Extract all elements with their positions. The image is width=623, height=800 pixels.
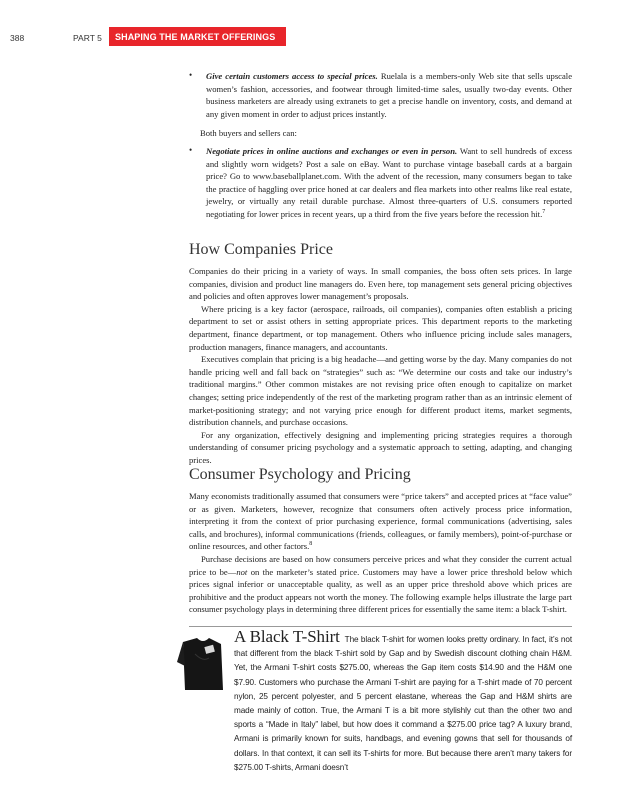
bullet-item [189, 145, 572, 221]
both-buyers-sellers: Both buyers and sellers can: [200, 128, 297, 138]
bullet-text: Ruelala is a members-only Web site that sells upscale women’s fashion, accessories, and footwear through limited-time sales, usually two-day events. Other business marketers are already using extranets to get a precise handle on inventory, costs, and demand at any given moment in order to adjust prices instantly. [206, 71, 573, 119]
section-consumer-psychology [189, 466, 572, 616]
paragraph-text: Many economists traditionally assumed that consumers were “price takers” and accepted prices at “face value” or as given. Marketers, however, recognize that consumers often actively process price information, interpreting it from the context of prior purchasing experience, formal communications (advertising, sales calls, and brochures), informal communications (friends, colleagues, or family members), point-of-purchase or online resources, and other factors. [189, 491, 572, 552]
page-header [0, 0, 623, 46]
bullet-access-special-prices [189, 70, 572, 120]
bullet-dot-icon: • [189, 70, 193, 80]
section-title: SHAPING THE MARKET OFFERINGS [115, 32, 276, 42]
bullet-lead: Give certain customers access to special prices. [206, 71, 378, 81]
paragraph: Executives complain that pricing is a big headache—and getting worse by the day. Many companies do not handle pricing well and fall back on “strategies” such as: “We determine our costs and take our industry’s traditional margins.” Other common mistakes are not revising price often enough to capitalize on market changes; setting price independently of the rest of the marketing program rather than as an intrinsic element of market-positioning strategy; and not varying price enough for different product items, market segments, distribution channels, and purchase occasions. [189, 354, 572, 428]
bullet-negotiate [189, 145, 572, 221]
paragraph-text: on the marketer’s stated price. Customers may have a lower price threshold below which prices signal inferior or unacceptable quality, as well as an upper price threshold above which prices are prohibitive and the product appears not worth the money. The following example helps illustrate the large part consumer psychology plays in determining three different prices for essentially the same item: a black T-shirt. [189, 566, 572, 615]
footnote-ref: 7 [542, 209, 546, 216]
bullet-paragraph [206, 70, 572, 120]
section-how-companies-price [189, 241, 572, 467]
box-title: A Black T-Shirt [234, 627, 340, 646]
section-banner [109, 27, 286, 46]
bullet-text: Want to sell hundreds of excess and slightly worn widgets? Post a sale on eBay. Want to purchase vintage baseball cards at a bargain price? Go to www.baseballplanet.com. With the advent of the recession, many consumers began to take the practice of haggling over price honed at car dealers and flea markets into other realms like real estate, jewelry, or virtually any retail durable purchase. Almost three-quarters of U.S. consumers reported negotiating for lower prices in recent years, up a third from the five years before the recession hit. [206, 146, 572, 219]
section-heading: How Companies Price [189, 241, 333, 258]
bullet-dot-icon: • [189, 145, 193, 155]
paragraph: Companies do their pricing in a variety of ways. In small companies, the boss often sets prices. In large companies, division and product line managers do. Even here, top management sets general pricing objectives and policies and often approves lower management’s proposals. [189, 266, 572, 302]
section-heading: Consumer Psychology and Pricing [189, 466, 411, 483]
page-number: 388 [10, 33, 25, 43]
paragraph: For any organization, effectively designing and implementing pricing strategies requires a thorough understanding of consumer pricing psychology and a systematic approach to setting, adapting, and changing prices. [189, 429, 572, 465]
both-line [200, 127, 572, 140]
part-label: PART 5 [73, 33, 102, 43]
paragraph [189, 553, 572, 616]
footnote-ref: 8 [309, 541, 313, 548]
bullet-lead: Negotiate prices in online auctions and exchanges or even in person. [206, 146, 458, 156]
bullet-paragraph [206, 145, 572, 221]
emphasis: not [236, 566, 248, 577]
paragraph [189, 490, 572, 553]
black-tshirt-box [189, 627, 572, 775]
paragraph: Where pricing is a key factor (aerospace, railroads, oil companies), companies often establish a pricing department to set or assist others in setting appropriate prices. This department reports to the marketing department, finance department, or top management. Others who influence pricing include sales managers, production managers, finance managers, and accountants. [189, 303, 572, 352]
paragraph-text: Purchase decisions are based on how consumers perceive prices and what they consider the current actual price to be— [189, 553, 572, 577]
box-text: The black T-shirt for women looks pretty ordinary. In fact, it’s not that different from the black T-shirt sold by Gap and by Swedish discount clothing chain H&M. Yet, the Armani T-shirt costs $275.00, whereas the Gap item costs $14.90 and the H&M one $7.90. Customers who purchase the Armani T-shirt are paying for a T-shirt made of 70 percent nylon, 25 percent polyester, and 5 percent elastane, whereas the Gap and H&M shirts are made mainly of cotton. True, the Armani T is a bit more stylishly cut than the other two and sports a “Made in Italy” label, but how does it command a $275.00 price tag? A luxury brand, Armani is primarily known for suits, handbags, and evening gowns that sell for thousands of dollars. In that context, it can sell its T-shirts for more. But because there aren’t many takers for $275.00 T-shirts, Armani doesn’t [234, 635, 572, 772]
box-paragraph [189, 627, 572, 775]
bullet-item [189, 70, 572, 120]
